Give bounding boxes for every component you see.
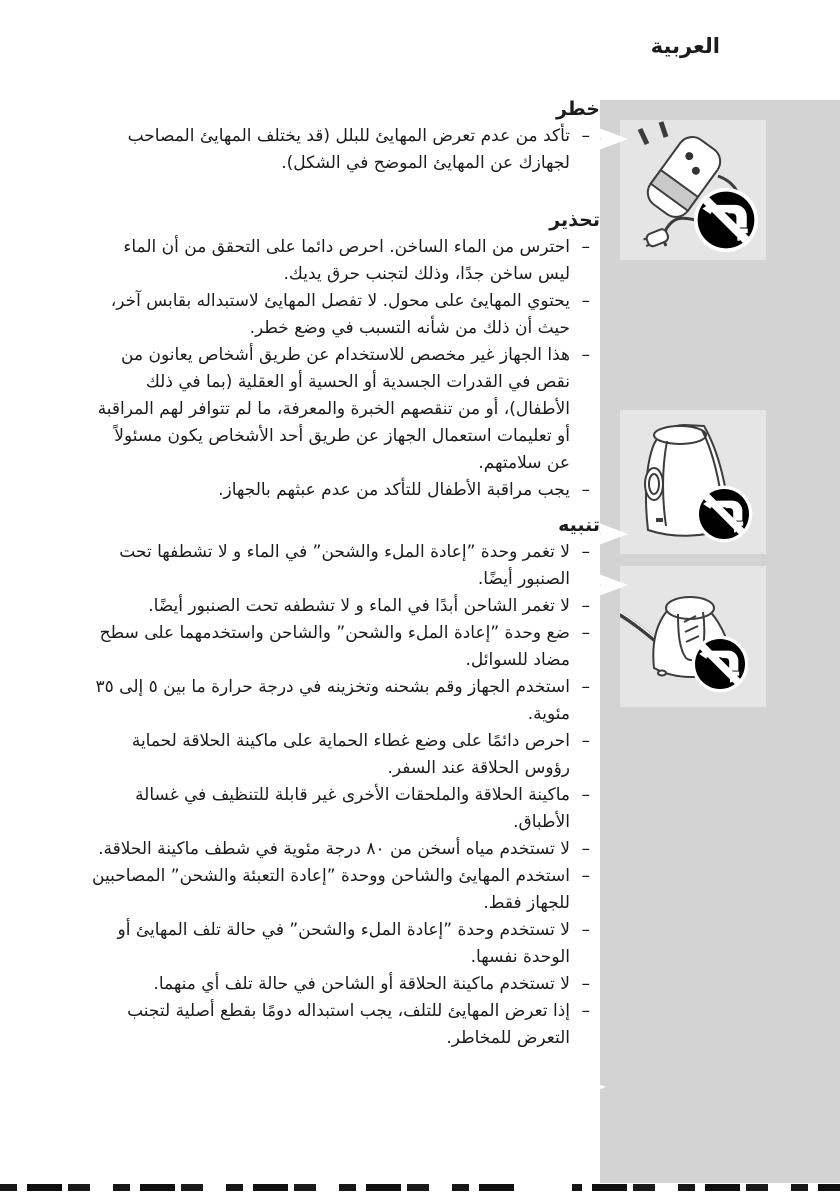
section-warning	[88, 207, 600, 504]
instruction-text: لا تغمر الشاحن أبدًا في الماء و لا تشطفه تحت الصنبور أيضًا.	[148, 596, 570, 616]
safety-instruction	[88, 288, 590, 342]
instruction-text: استخدم المهايئ والشاحن ووحدة ”إعادة التعبئة والشحن” المصاحبين للجهاز فقط.	[92, 866, 570, 913]
scan-artifact-gap	[520, 1183, 572, 1192]
safety-instruction	[88, 863, 590, 917]
bullet-dash: –	[581, 596, 590, 616]
bullet-dash: –	[581, 920, 590, 940]
section-caution	[88, 512, 600, 1052]
instruction-text: ماكينة الحلاقة والملحقات الأخرى غير قابلة للتنظيف في غسالة الأطباق.	[135, 785, 570, 832]
safety-instruction	[88, 539, 590, 593]
section-heading-danger: خطر	[555, 98, 600, 120]
instruction-text: لا تستخدم ماكينة الحلاقة أو الشاحن في حالة تلف أي منهما.	[153, 974, 570, 994]
figure-sidebar	[600, 100, 840, 1183]
safety-instruction	[88, 477, 590, 504]
bullet-dash: –	[581, 731, 590, 751]
safety-instruction	[88, 782, 590, 836]
bullet-dash: –	[581, 126, 590, 146]
instruction-text: إذا تعرض المهايئ للتلف، يجب استبداله دومًا بقطع أصلية لتجنب التعرض للمخاطر.	[127, 1001, 570, 1048]
bullet-dash: –	[581, 1001, 590, 1021]
refill-and-charge-unit-illustration	[620, 410, 766, 554]
bullet-dash: –	[581, 345, 590, 365]
no-rinse-under-tap-icon	[696, 486, 753, 543]
instruction-text: يجب مراقبة الأطفال للتأكد من عدم عبثهم بالجهاز.	[218, 480, 570, 500]
charging-stand-illustration	[620, 566, 766, 707]
section-danger	[88, 96, 600, 177]
bullet-dash: –	[581, 785, 590, 805]
bullet-dash: –	[581, 866, 590, 886]
instruction-text: ضع وحدة ”إعادة الملء والشحن” والشاحن واستخدمهما على سطح مضاد للسوائل.	[99, 623, 570, 670]
figure-refill-and-charge-unit	[620, 410, 766, 554]
safety-instruction	[88, 620, 590, 674]
no-rinse-under-tap-icon	[692, 636, 749, 693]
bullet-dash: –	[581, 237, 590, 257]
bullet-dash: –	[581, 542, 590, 562]
bullet-dash: –	[581, 974, 590, 994]
page-language-header: العربية	[650, 34, 720, 58]
instruction-text: استخدم الجهاز وقم بشحنه وتخزينه في درجة حرارة ما بين ٥ إلى ٣٥ مئوية.	[95, 677, 570, 724]
instruction-text: هذا الجهاز غير مخصص للاستخدام عن طريق أشخاص يعانون من نقص في القدرات الجسدية أو الحسية أو العقلية (بما في ذلك الأطفال)، أو من تنقصهم الخبرة والمعرفة، ما لم تتوافر لهم المراقبة أو تعليمات استعمال الجهاز عن طريق أحد الأشخاص يكون مسئولاً عن سلامتهم.	[97, 345, 570, 473]
bullet-dash: –	[581, 291, 590, 311]
scan-artifact-strip	[0, 1184, 840, 1191]
mains-adapter-illustration	[620, 120, 766, 260]
figure-mains-adapter	[620, 120, 766, 260]
safety-instruction	[88, 971, 590, 998]
instruction-text: لا تستخدم وحدة ”إعادة الملء والشحن” في حالة تلف المهايئ أو الوحدة نفسها.	[117, 920, 570, 967]
safety-instruction	[88, 836, 590, 863]
scan-artifact-gap	[96, 1183, 106, 1192]
section-heading-warning: تحذير	[549, 209, 600, 231]
safety-instruction	[88, 234, 590, 288]
instruction-text: تأكد من عدم تعرض المهايئ للبلل (قد يختلف المهايئ المصاحب لجهازك عن المهايئ الموضح في الشكل).	[127, 126, 570, 173]
safety-instruction	[88, 123, 590, 177]
safety-instruction	[88, 342, 590, 477]
bullet-dash: –	[581, 623, 590, 643]
instruction-text: لا تستخدم مياه أسخن من ٨٠ درجة مئوية في شطف ماكينة الحلاقة.	[98, 839, 570, 859]
no-rinse-under-tap-icon	[694, 188, 758, 252]
bullet-dash: –	[581, 839, 590, 859]
bullet-dash: –	[581, 480, 590, 500]
instruction-text: يحتوي المهايئ على محول. لا تفصل المهايئ لاستبداله بقابس آخر، حيث أن ذلك من شأنه التسبب في وضع خطر.	[110, 291, 570, 338]
section-pointer-icon	[592, 1081, 606, 1093]
figure-charging-stand	[620, 566, 766, 707]
instruction-text: احترس من الماء الساخن. احرص دائما على التحقق من أن الماء ليس ساخن جدًا، وذلك لتجنب حرق يديك.	[123, 237, 570, 284]
safety-instruction	[88, 917, 590, 971]
safety-instruction	[88, 593, 590, 620]
safety-instruction	[88, 674, 590, 728]
safety-instruction	[88, 998, 590, 1052]
scan-artifact-gap	[318, 1183, 332, 1192]
safety-text-column	[88, 96, 600, 1052]
safety-instruction	[88, 728, 590, 782]
section-heading-caution: تنبيه	[558, 514, 600, 536]
instruction-text: لا تغمر وحدة ”إعادة الملء والشحن” في الماء و لا تشطفها تحت الصنبور أيضًا.	[119, 542, 570, 589]
instruction-text: احرص دائمًا على وضع غطاء الحماية على ماكينة الحلاقة لحماية رؤوس الحلاقة عند السفر.	[131, 731, 570, 778]
bullet-dash: –	[581, 677, 590, 697]
